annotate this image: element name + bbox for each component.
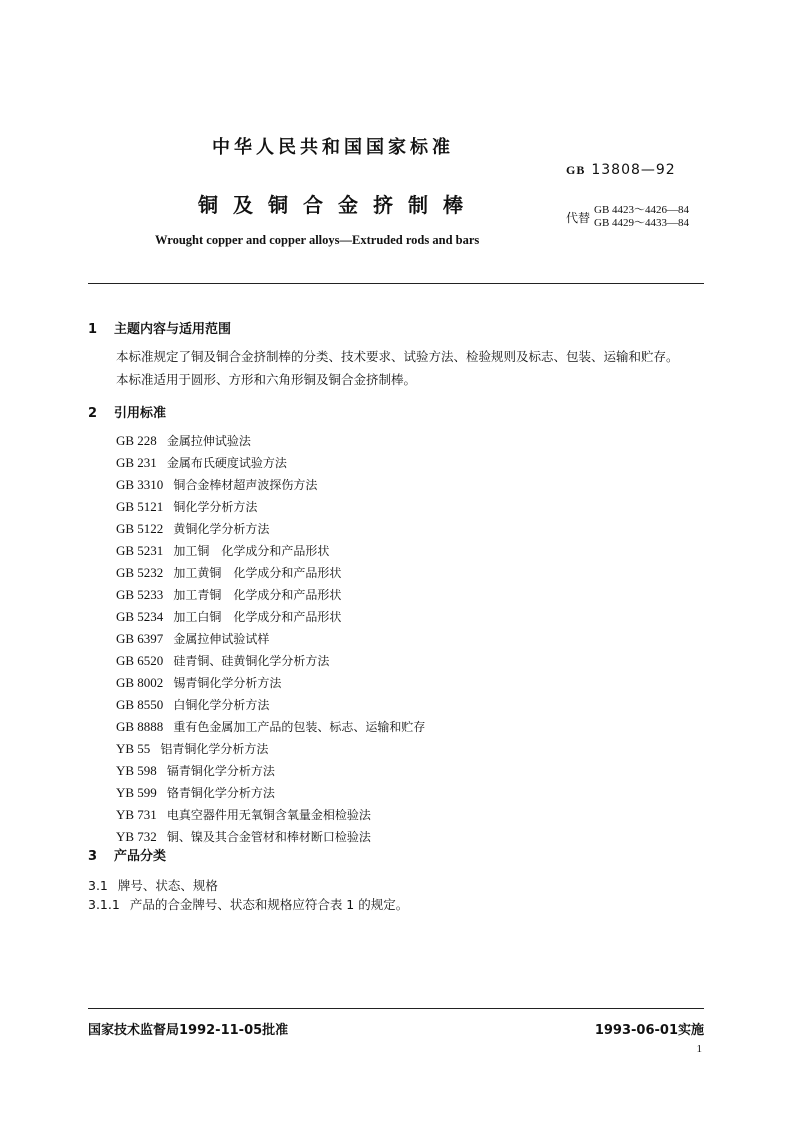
section-1-heading [88,318,231,337]
reference-item [116,650,425,672]
section-title: 引用标准 [114,406,167,421]
reference-title: 铜、镍及其合金管材和棒材断口检验法 [166,830,371,844]
reference-item [116,430,425,452]
reference-item [116,518,425,540]
reference-title: 加工黄铜 化学成分和产品形状 [173,566,342,580]
section-number: 3 [88,849,98,864]
subsection-number: 3.1.1 [88,897,120,912]
reference-title: 黄铜化学分析方法 [173,522,270,536]
replaces-item: GB 4429～4433—84 [594,217,690,229]
reference-code: GB 231 [116,455,157,470]
reference-item [116,760,425,782]
section-title: 主题内容与适用范围 [114,322,232,337]
section-2-heading [88,402,166,421]
subsection-number: 3.1 [88,878,108,893]
reference-code: GB 5234 [116,609,164,624]
reference-code: GB 228 [116,433,157,448]
subsection-3-1-1 [88,895,408,913]
standard-prefix: GB [566,163,586,177]
reference-item [116,628,425,650]
reference-item [116,804,425,826]
reference-code: YB 731 [116,807,157,822]
document-title: 铜及铜合金挤制棒 [198,193,478,217]
reference-title: 加工白铜 化学成分和产品形状 [173,610,342,624]
reference-code: GB 5122 [116,521,164,536]
section-1-paragraph: 本标准规定了铜及铜合金挤制棒的分类、技术要求、试验方法、检验规则及标志、包装、运输和贮存。 [116,349,679,364]
reference-code: GB 8888 [116,719,164,734]
section-1-paragraph: 本标准适用于圆形、方形和六角形铜及铜合金挤制棒。 [116,372,417,387]
reference-code: YB 599 [116,785,157,800]
reference-list [116,430,425,848]
reference-item [116,738,425,760]
reference-title: 铝青铜化学分析方法 [160,742,269,756]
reference-title: 铜合金棒材超声波探伤方法 [173,478,318,492]
page-number: 1 [696,1043,702,1055]
reference-code: YB 55 [116,741,151,756]
footer-divider [88,1008,704,1009]
reference-item [116,562,425,584]
effective-date: 1993-06-01实施 [594,1023,704,1038]
section-number: 2 [88,406,98,421]
reference-code: GB 5233 [116,587,164,602]
reference-title: 铜化学分析方法 [173,500,258,514]
approval-date: 国家技术监督局1992-11-05批准 [88,1023,289,1038]
reference-title: 硅青铜、硅黄铜化学分析方法 [173,654,330,668]
reference-title: 加工青铜 化学成分和产品形状 [173,588,342,602]
reference-title: 金属布氏硬度试验方法 [166,456,287,470]
reference-code: YB 598 [116,763,157,778]
reference-code: GB 5232 [116,565,164,580]
national-standard-heading: 中华人民共和国国家标准 [212,137,454,158]
replaces-block [566,204,689,230]
reference-item [116,716,425,738]
reference-title: 金属拉伸试验法 [166,434,251,448]
reference-code: GB 5231 [116,543,164,558]
section-title: 产品分类 [114,849,167,864]
reference-item [116,672,425,694]
header-divider [88,283,704,284]
reference-title: 镉青铜化学分析方法 [166,764,275,778]
reference-code: GB 8550 [116,697,164,712]
reference-title: 重有色金属加工产品的包装、标志、运输和贮存 [173,720,426,734]
replaces-label: 代替 [566,210,591,225]
reference-code: GB 8002 [116,675,164,690]
reference-item [116,584,425,606]
reference-code: GB 6520 [116,653,164,668]
reference-code: GB 6397 [116,631,164,646]
reference-item [116,540,425,562]
reference-code: GB 5121 [116,499,164,514]
reference-item [116,452,425,474]
reference-title: 白铜化学分析方法 [173,698,270,712]
reference-title: 铬青铜化学分析方法 [166,786,275,800]
section-3-heading [88,845,166,864]
reference-title: 金属拉伸试验试样 [173,632,270,646]
reference-item [116,606,425,628]
reference-item [116,496,425,518]
replaces-item: GB 4423～4426—84 [594,204,690,216]
subsection-text: 产品的合金牌号、状态和规格应符合表 1 的规定。 [129,897,409,912]
reference-title: 锡青铜化学分析方法 [173,676,282,690]
standard-number [566,162,676,178]
reference-item [116,694,425,716]
section-number: 1 [88,322,98,337]
english-title: Wrought copper and copper alloys—Extruded rods and bars [155,233,480,247]
subsection-title: 牌号、状态、规格 [117,878,218,893]
standard-code: 13808—92 [591,162,676,178]
reference-code: GB 3310 [116,477,164,492]
subsection-3-1-heading [88,876,218,894]
reference-title: 加工铜 化学成分和产品形状 [173,544,330,558]
reference-code: YB 732 [116,829,157,844]
reference-item [116,782,425,804]
replaces-list [594,204,689,230]
reference-title: 电真空器件用无氧铜含氧量金相检验法 [166,808,371,822]
reference-item [116,474,425,496]
